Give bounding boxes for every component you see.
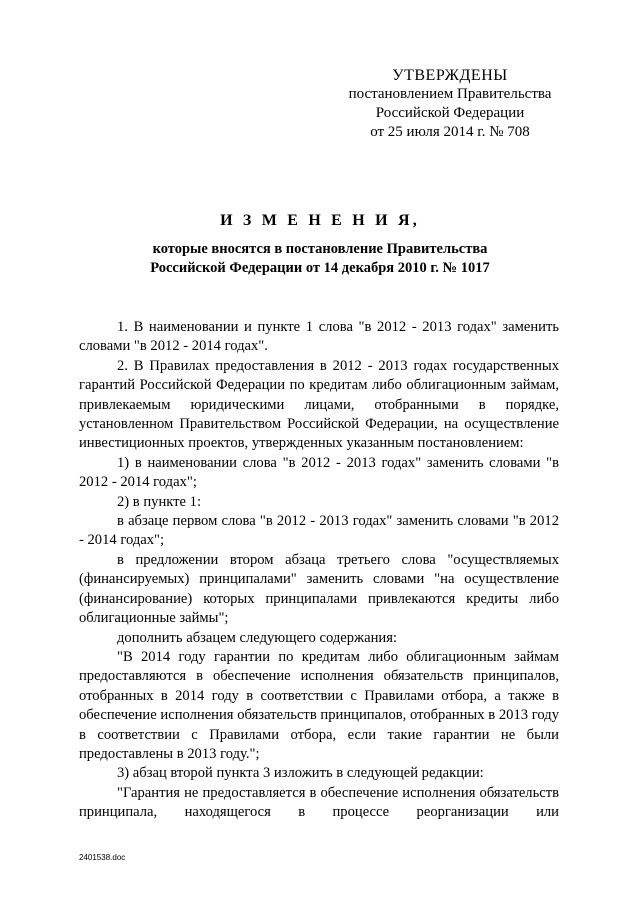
approval-title: УТВЕРЖДЕНЫ: [392, 67, 508, 84]
document-title: И З М Е Н Е Н И Я,: [220, 212, 420, 229]
paragraph: дополнить абзацем следующего содержания:: [117, 629, 397, 646]
approval-line-1: постановлением Правительства: [348, 86, 552, 102]
subtitle-line-2: Российской Федерации от 14 декабря 2010 г. № 1017: [150, 260, 490, 276]
subtitle-line-1: которые вносятся в постановление Правительства: [152, 241, 488, 257]
approval-line-2: Российской Федерации: [375, 105, 525, 121]
paragraph: в абзаце первом слова "в 2012 - 2013 годах" заменить словами "в 2012 - 2014 годах";: [79, 513, 559, 549]
paragraph: 1) в наименовании слова "в 2012 - 2013 годах" заменить словами "в 2012 - 2014 годах";: [79, 454, 559, 491]
document-subtitle: [60, 240, 580, 278]
paragraph: 2. В Правилах предоставления в 2012 - 2013 годах государственных гарантий Российской Федерации по кредитам либо облигационным займам, привлекаемым юридическими лицами, отобранными в порядке, установленном Правительством Российской Федерации, на осуществление инвестиционных проектов, утвержденных указанным постановлением:: [79, 357, 559, 452]
paragraph: в предложении втором абзаца третьего слова "осуществляемых (финансируемых) принципалами" заменить словами "на осуществление (финансирование) которых принципалами привлекаются кредиты либо облигационные займы";: [79, 551, 559, 627]
paragraph: 2) в пункте 1:: [117, 493, 202, 510]
paragraph: "В 2014 году гарантии по кредитам либо облигационным займам предоставляются в обеспечение исполнения обязательств принципалов, отобранных в 2014 году в соответствии с Правилами отбора, а также в обеспечение исполнения обязательств принципалов, отобранных в 2013 году в соответствии с Правилами отбора, если такие гарантии не были предоставлены в 2013 году.";: [79, 648, 559, 762]
footer-filename: 2401538.doc: [79, 853, 126, 862]
paragraph: 3) абзац второй пункта 3 изложить в следующей редакции:: [117, 765, 484, 782]
approval-line-3: от 25 июля 2014 г. № 708: [370, 124, 530, 140]
approval-block: [340, 66, 560, 142]
document-body: [79, 318, 559, 823]
paragraph: 1. В наименовании и пункте 1 слова "в 2012 - 2013 годах" заменить словами "в 2012 - 2014 годах".: [79, 319, 559, 355]
paragraph: "Гарантия не предоставляется в обеспечение исполнения обязательств принципала, находящегося в процессе реорганизации или: [79, 784, 559, 821]
